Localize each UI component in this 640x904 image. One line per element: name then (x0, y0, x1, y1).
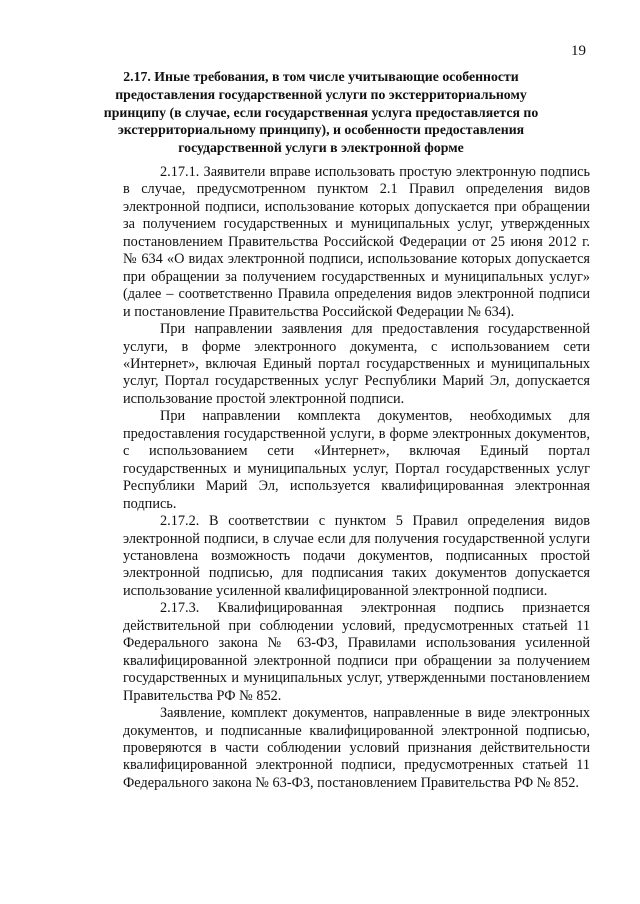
paragraph-2-17-2: 2.17.2. В соответствии с пунктом 5 Правил определения видов электронной подписи, в случае если для получения государственной услуги установлена возможность подачи документов, подписанных простой электронной подписью, для подписания таких документов допускается использование усиленной квалифицированной электронной подписи. (123, 513, 590, 599)
section-heading: 2.17. Иные требования, в том числе учитывающие особенности предоставления государственной услуги по экстерриториальному принципу (в случае, если государственная услуга предоставляется по экстерриториальному принципу), и особенности предоставления государственной услуги в электронной форме (103, 69, 539, 156)
page-number: 19 (571, 43, 586, 59)
paragraph-2-17-3: 2.17.3. Квалифицированная электронная подпись признается действительной при соблюдении условий, предусмотренных статьей 11 Федерального закона № 63-ФЗ, Правилами использования усиленной квалифицированной электронной подписи при обращении за получением государственных и муниципальных услуг, утвержденными постановлением Правительства РФ № 852. (123, 600, 590, 704)
paragraph-documents-qualified-signature: При направлении комплекта документов, необходимых для предоставления государственной услуги, в форме электронных документов, с использованием сети «Интернет», включая Единый портал государственных и муниципальных услуг, Портал государственных услуг Республики Марий Эл, используется квалифицированная электронная подпись. (123, 408, 590, 512)
paragraph-verification: Заявление, комплект документов, направленные в виде электронных документов, и подписанные квалифицированной электронной подписью, проверяются в части соблюдении условий признания действительности квалифицированной электронной подписи, предусмотренных статьей 11 Федерального закона № 63-ФЗ, постановлением Правительства РФ № 852. (123, 705, 590, 791)
paragraph-2-17-1: 2.17.1. Заявители вправе использовать простую электронную подпись в случае, предусмотренном пунктом 2.1 Правил определения видов электронной подписи, использование которых допускается при обращении за получением государственных и муниципальных услуг, утвержденных постановлением Правительства Российской Федерации от 25 июня 2012 г. № 634 «О видах электронной подписи, использование которых допускается при обращении за получением государственных и муниципальных услуг» (далее – соответственно Правила определения видов электронной подписи и постановление Правительства Российской Федерации № 634). (123, 164, 590, 320)
paragraph-application-simple-signature: При направлении заявления для предоставления государственной услуги, в форме электронного документа, с использованием сети «Интернет», включая Единый портал государственных и муниципальных услуг, Портал государственных услуг Республики Марий Эл, допускается использование простой электронной подписи. (123, 321, 590, 407)
document-body (123, 164, 590, 792)
